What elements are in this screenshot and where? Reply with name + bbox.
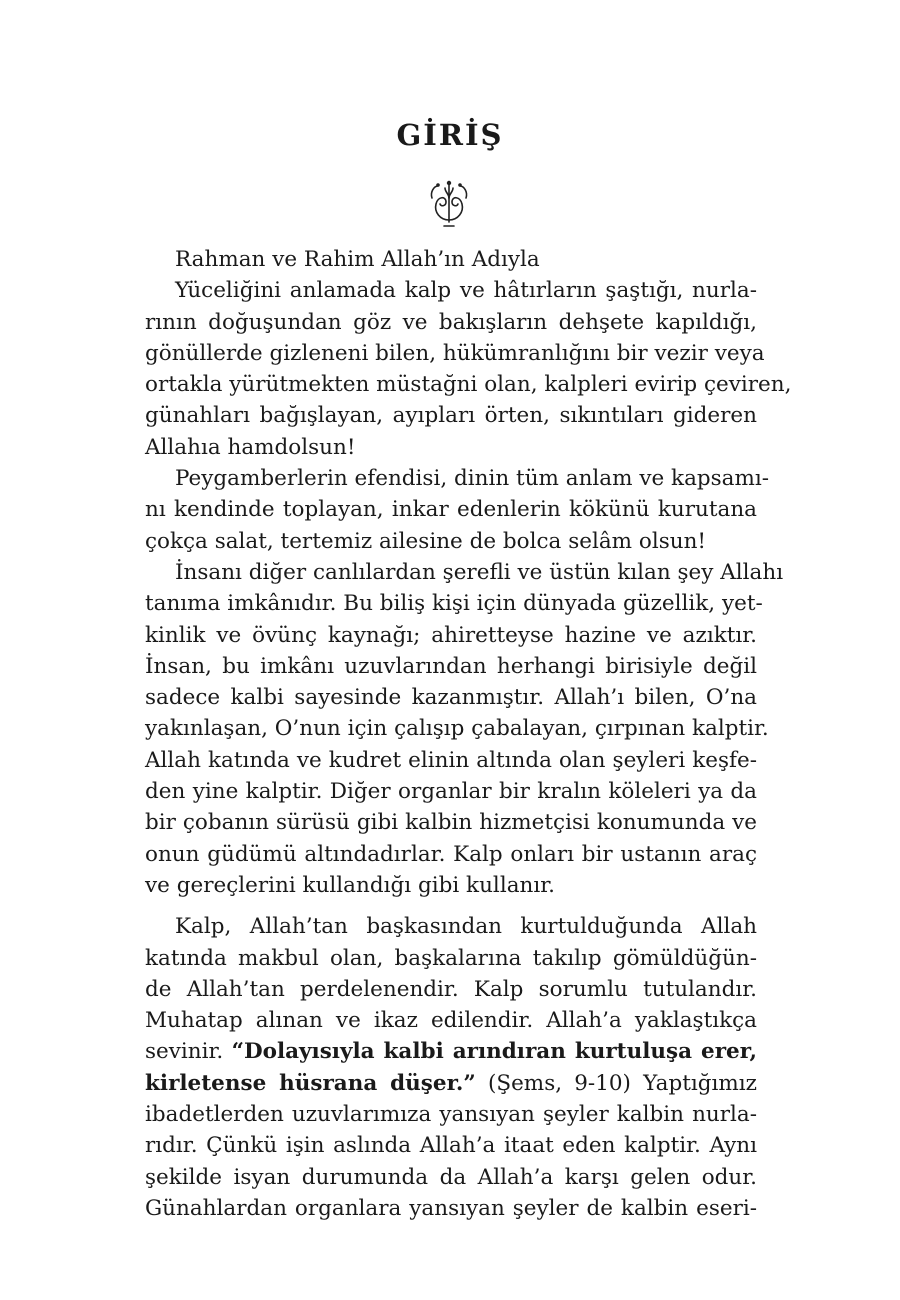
text-line: ortakla yürütmekten müstağni olan, kalpleri evirip çeviren, xyxy=(145,372,792,398)
text-line: tanıma imkânıdır. Bu biliş kişi için dünyada güzellik, yet- xyxy=(145,591,763,617)
text-line: gönüllerde gizleneni bilen, hükümranlığını bir vezir veya xyxy=(145,340,765,366)
text-line: kinlik ve övünç kaynağı; ahiretteyse hazine ve azıktır. xyxy=(145,622,757,648)
text-segment: sevinir. xyxy=(145,1039,224,1065)
text-line: Kalp, Allah’tan başkasından kurtulduğunda Allah xyxy=(175,914,757,940)
chapter-body xyxy=(145,244,792,1224)
text-line: nı kendinde toplayan, inkar edenlerin kökünü kurutana xyxy=(145,497,757,523)
quran-quote-part-2: kirletense hüsrana düşer.” xyxy=(145,1070,476,1096)
text-line: günahları bağışlayan, ayıpları örten, sıkıntıları gideren xyxy=(145,403,757,429)
text-line: den yine kalptir. Diğer organlar bir kralın köleleri ya da xyxy=(145,779,757,805)
text-line: İnsan, bu imkânı uzuvlarından herhangi birisiyle değil xyxy=(145,653,757,679)
text-line: İnsanı diğer canlılardan şerefli ve üstün kılan şey Allahı xyxy=(175,559,784,585)
text-line: ve gereçlerini kullandığı gibi kullanır. xyxy=(145,872,555,898)
text-line: Allah katında ve kudret elinin altında olan şeyleri keşfe- xyxy=(145,747,757,773)
text-line: rının doğuşundan göz ve bakışların dehşete kapıldığı, xyxy=(145,309,757,335)
text-line: Muhatap alınan ve ikaz edilendir. Allah’a yaklaştıkça xyxy=(145,1008,757,1034)
text-line: Rahman ve Rahim Allah’ın Adıyla xyxy=(175,247,540,272)
text-line: yakınlaşan, O’nun için çalışıp çabalayan, çırpınan kalptir. xyxy=(145,716,769,742)
text-line xyxy=(145,1068,757,1099)
text-line: Allahıa hamdolsun! xyxy=(145,434,356,460)
text-line: rıdır. Çünkü işin aslında Allah’a itaat eden kalptir. Aynı xyxy=(145,1133,757,1159)
text-line: sadece kalbi sayesinde kazanmıştır. Allah’ı bilen, O’na xyxy=(145,685,757,711)
text-line: bir çobanın sürüsü gibi kalbin hizmetçisi konumunda ve xyxy=(145,810,757,836)
text-line: katında makbul olan, başkalarına takılıp gömüldüğün- xyxy=(145,945,757,971)
text-line: Peygamberlerin efendisi, dinin tüm anlam ve kapsamı- xyxy=(175,466,770,492)
quran-quote-part-1: “Dolayısıyla kalbi arındıran kurtuluşa erer, xyxy=(231,1039,757,1065)
text-line: de Allah’tan perdelenendir. Kalp sorumlu tutulandır. xyxy=(145,976,757,1002)
floral-ornament-icon xyxy=(424,178,474,230)
text-line: şekilde isyan durumunda da Allah’a karşı gelen odur. xyxy=(145,1164,757,1190)
chapter-title: GİRİŞ xyxy=(396,118,504,152)
text-line: ibadetlerden uzuvlarımıza yansıyan şeyler kalbin nurla- xyxy=(145,1102,757,1128)
text-line: onun güdümü altındadırlar. Kalp onları bir ustanın araç xyxy=(145,841,757,867)
verse-reference: (Şems, 9-10) Yaptığımız xyxy=(487,1070,757,1096)
text-line: çokça salat, tertemiz ailesine de bolca selâm olsun! xyxy=(145,528,707,554)
text-line: Yüceliğini anlamada kalp ve hâtırların şaştığı, nurla- xyxy=(175,278,757,304)
text-line: Günahlardan organlara yansıyan şeyler de kalbin eseri- xyxy=(145,1195,757,1221)
text-line xyxy=(145,1036,757,1067)
